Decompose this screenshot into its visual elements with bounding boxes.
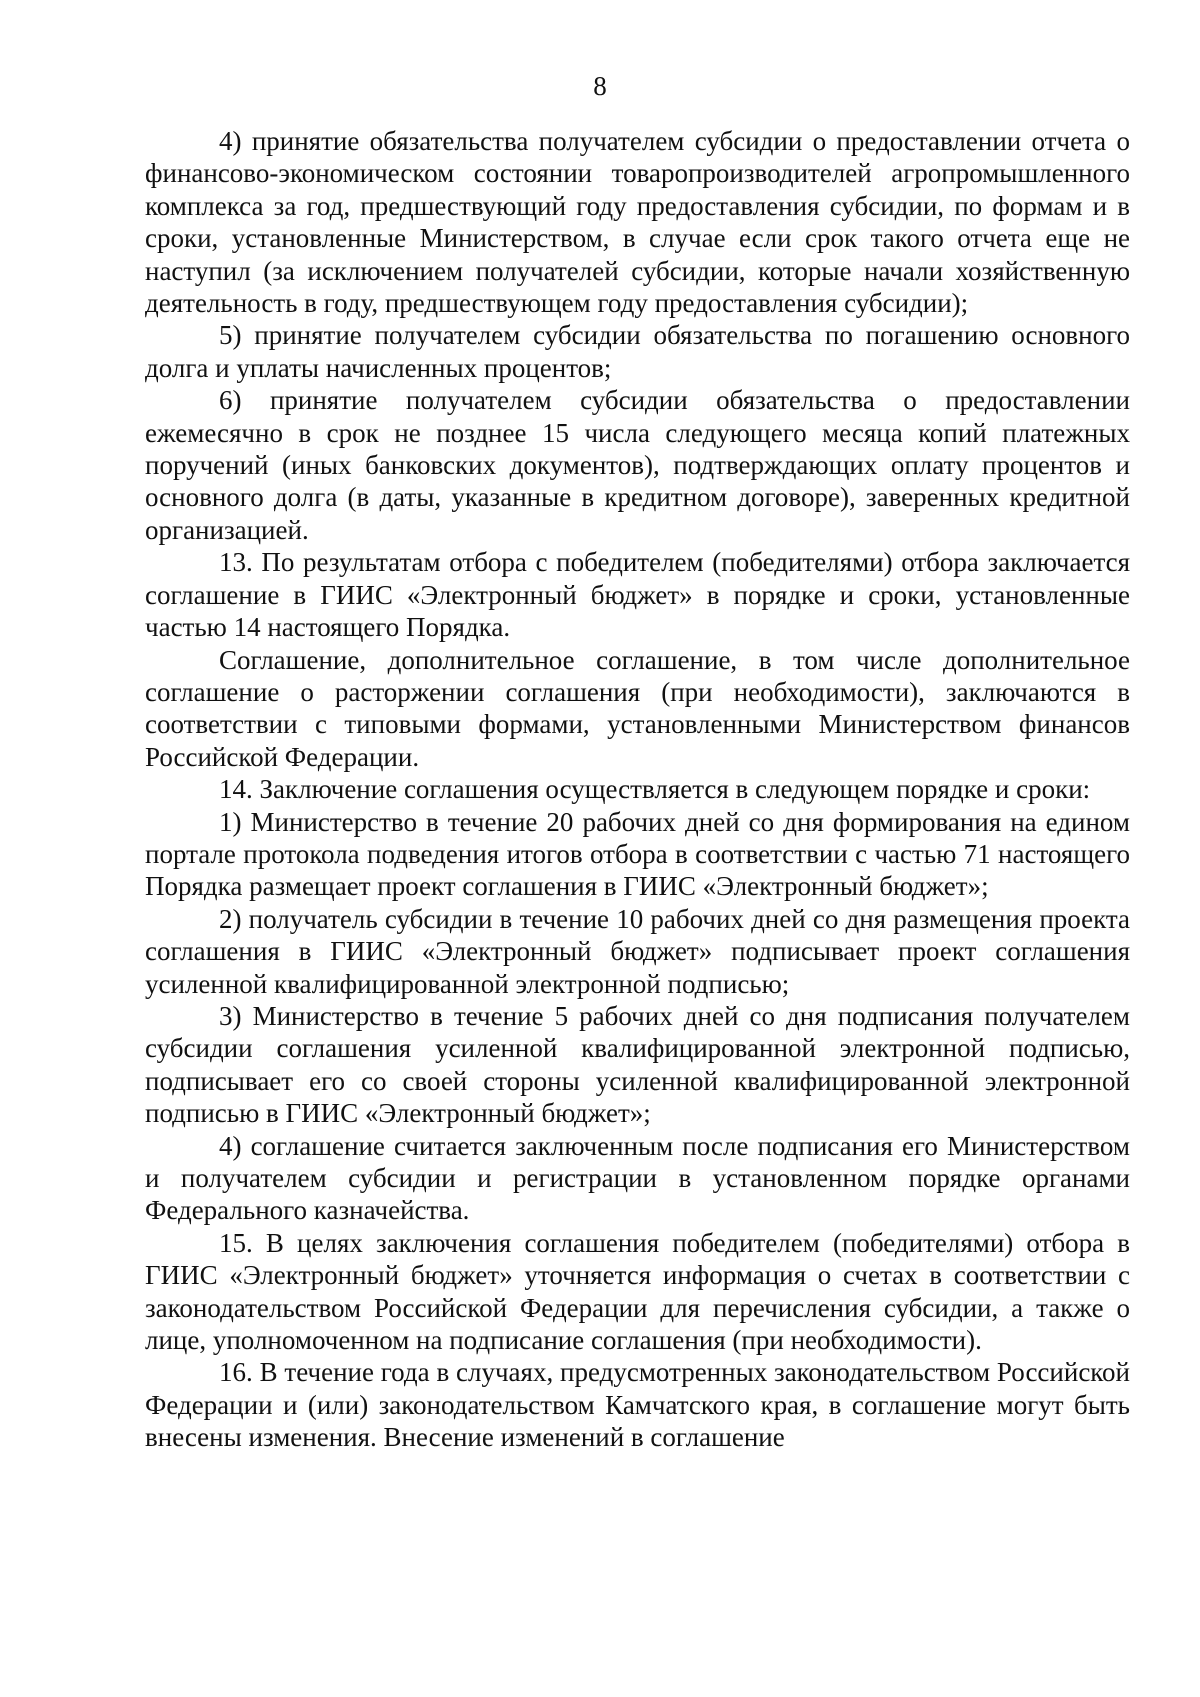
paragraph-agreement-forms: Соглашение, дополнительное соглашение, в том числе дополнительное соглашение о расторжении соглашения (при необходимости), заключаются в соответствии с типовыми формами, установленными Министерством финансов Российской Федерации. bbox=[145, 644, 1130, 772]
paragraph-item-5-debt-repayment: 5) принятие получателем субсидии обязательства по погашению основного долга и уплаты начисленных процентов; bbox=[145, 320, 1130, 383]
paragraph-section-14-item-1: 1) Министерство в течение 20 рабочих дней со дня формирования на едином портале протокола подведения итогов отбора в соответствии с частью 71 настоящего Порядка размещает проект соглашения в ГИИС «Электронный бюджет»; bbox=[145, 806, 1130, 902]
document-body bbox=[145, 125, 1130, 1454]
paragraph-section-14-item-4: 4) соглашение считается заключенным после подписания его Министерством и получателем субсидии и регистрации в установленном порядке органами Федерального казначейства. bbox=[145, 1130, 1130, 1226]
paragraph-section-14-item-3: 3) Министерство в течение 5 рабочих дней со дня подписания получателем субсидии соглашения усиленной квалифицированной электронной подписью, подписывает его со своей стороны усиленной квалифицированной электронной подписью в ГИИС «Электронный бюджет»; bbox=[145, 1000, 1130, 1129]
paragraph-section-14-item-2: 2) получатель субсидии в течение 10 рабочих дней со дня размещения проекта соглашения в ГИИС «Электронный бюджет» подписывает проект соглашения усиленной квалифицированной электронной подписью; bbox=[145, 903, 1130, 999]
paragraph-section-16: 16. В течение года в случаях, предусмотренных законодательством Российской Федерации и (или) законодательством Камчатского края, в соглашение могут быть внесены изменения. Внесение изменений в соглашение bbox=[145, 1357, 1130, 1453]
paragraph-section-13: 13. По результатам отбора с победителем (победителями) отбора заключается соглашение в ГИИС «Электронный бюджет» в порядке и сроки, установленные частью 14 настоящего Порядка. bbox=[145, 547, 1130, 643]
paragraph-item-6-payment-documents: 6) принятие получателем субсидии обязательства о предоставлении ежемесячно в срок не позднее 15 числа следующего месяца копий платежных поручений (иных банковских документов), подтверждающих оплату процентов и основного долга (в даты, указанные в кредитном договоре), заверенных кредитной организацией. bbox=[145, 385, 1130, 545]
paragraph-item-4-reporting-obligation: 4) принятие обязательства получателем субсидии о предоставлении отчета о финансово-экономическом состоянии товаропроизводителей агропромышленного комплекса за год, предшествующий году предоставления субсидии, по формам и в сроки, установленные Министерством, в случае если срок такого отчета еще не наступил (за исключением получателей субсидии, которые начали хозяйственную деятельность в году, предшествующем году предоставления субсидии); bbox=[145, 126, 1130, 319]
paragraph-section-15: 15. В целях заключения соглашения победителем (победителями) отбора в ГИИС «Электронный бюджет» уточняется информация о счетах в соответствии с законодательством Российской Федерации для перечисления субсидии, а также о лице, уполномоченном на подписание соглашения (при необходимости). bbox=[145, 1227, 1130, 1356]
page-number: 8 bbox=[593, 71, 607, 101]
paragraph-section-14: 14. Заключение соглашения осуществляется в следующем порядке и сроки: bbox=[219, 774, 1091, 805]
